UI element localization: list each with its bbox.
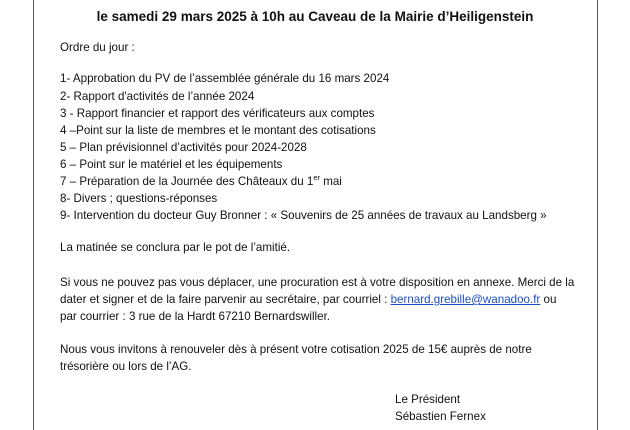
proxy-paragraph-line — [60, 293, 556, 306]
agenda-item — [60, 175, 342, 188]
signature-name: Sébastien Fernex — [395, 410, 486, 423]
agenda-item: 3 - Rapport financier et rapport des vérificateurs aux comptes — [60, 107, 375, 120]
agenda-item: 5 – Plan prévisionnel d’activités pour 2024-2028 — [60, 141, 307, 154]
agenda-item-7-superscript: er — [313, 173, 320, 182]
dues-paragraph-line: trésorière ou lors de l’AG. — [60, 360, 192, 373]
proxy-text-suffix: ou — [540, 293, 557, 306]
proxy-paragraph-line: par courrier : 3 rue de la Hardt 67210 Bernardswiller. — [60, 310, 331, 323]
agenda-item-7-text: 7 – Préparation de la Journée des Châteaux du 1 — [60, 175, 314, 188]
agenda-item: 8- Divers ; questions-réponses — [60, 192, 218, 205]
agenda-item: 6 – Point sur le matériel et les équipements — [60, 158, 283, 171]
agenda-item: 9- Intervention du docteur Guy Bronner : « Souvenirs de 25 années de travaux au Landsberg » — [60, 209, 547, 222]
dues-paragraph-line: Nous vous invitons à renouveler dès à présent votre cotisation 2025 de 15€ auprès de notre — [60, 343, 532, 356]
proxy-paragraph-line: Si vous ne pouvez pas vous déplacer, une procuration est à votre disposition en annexe. Merci de la — [60, 276, 575, 289]
page-left-edge — [33, 0, 34, 430]
proxy-text: dater et signer et de la faire parvenir au secrétaire, par courriel : — [60, 293, 391, 306]
page-right-edge — [597, 0, 598, 430]
closing-note: La matinée se conclura par le pot de l’amitié. — [60, 241, 291, 254]
secretary-email-link[interactable]: bernard.grebille@wanadoo.fr — [390, 293, 541, 306]
agenda-item: 2- Rapport d'activités de l’année 2024 — [60, 90, 255, 103]
meeting-heading: le samedi 29 mars 2025 à 10h au Caveau de la Mairie d’Heiligenstein — [96, 9, 534, 24]
signature-title: Le Président — [395, 393, 461, 406]
agenda-title: Ordre du jour : — [60, 41, 135, 54]
agenda-item-7-suffix: mai — [319, 175, 342, 188]
agenda-item: 4 –Point sur la liste de membres et le montant des cotisations — [60, 124, 376, 137]
agenda-item: 1- Approbation du PV de l’assemblée générale du 16 mars 2024 — [60, 72, 390, 85]
